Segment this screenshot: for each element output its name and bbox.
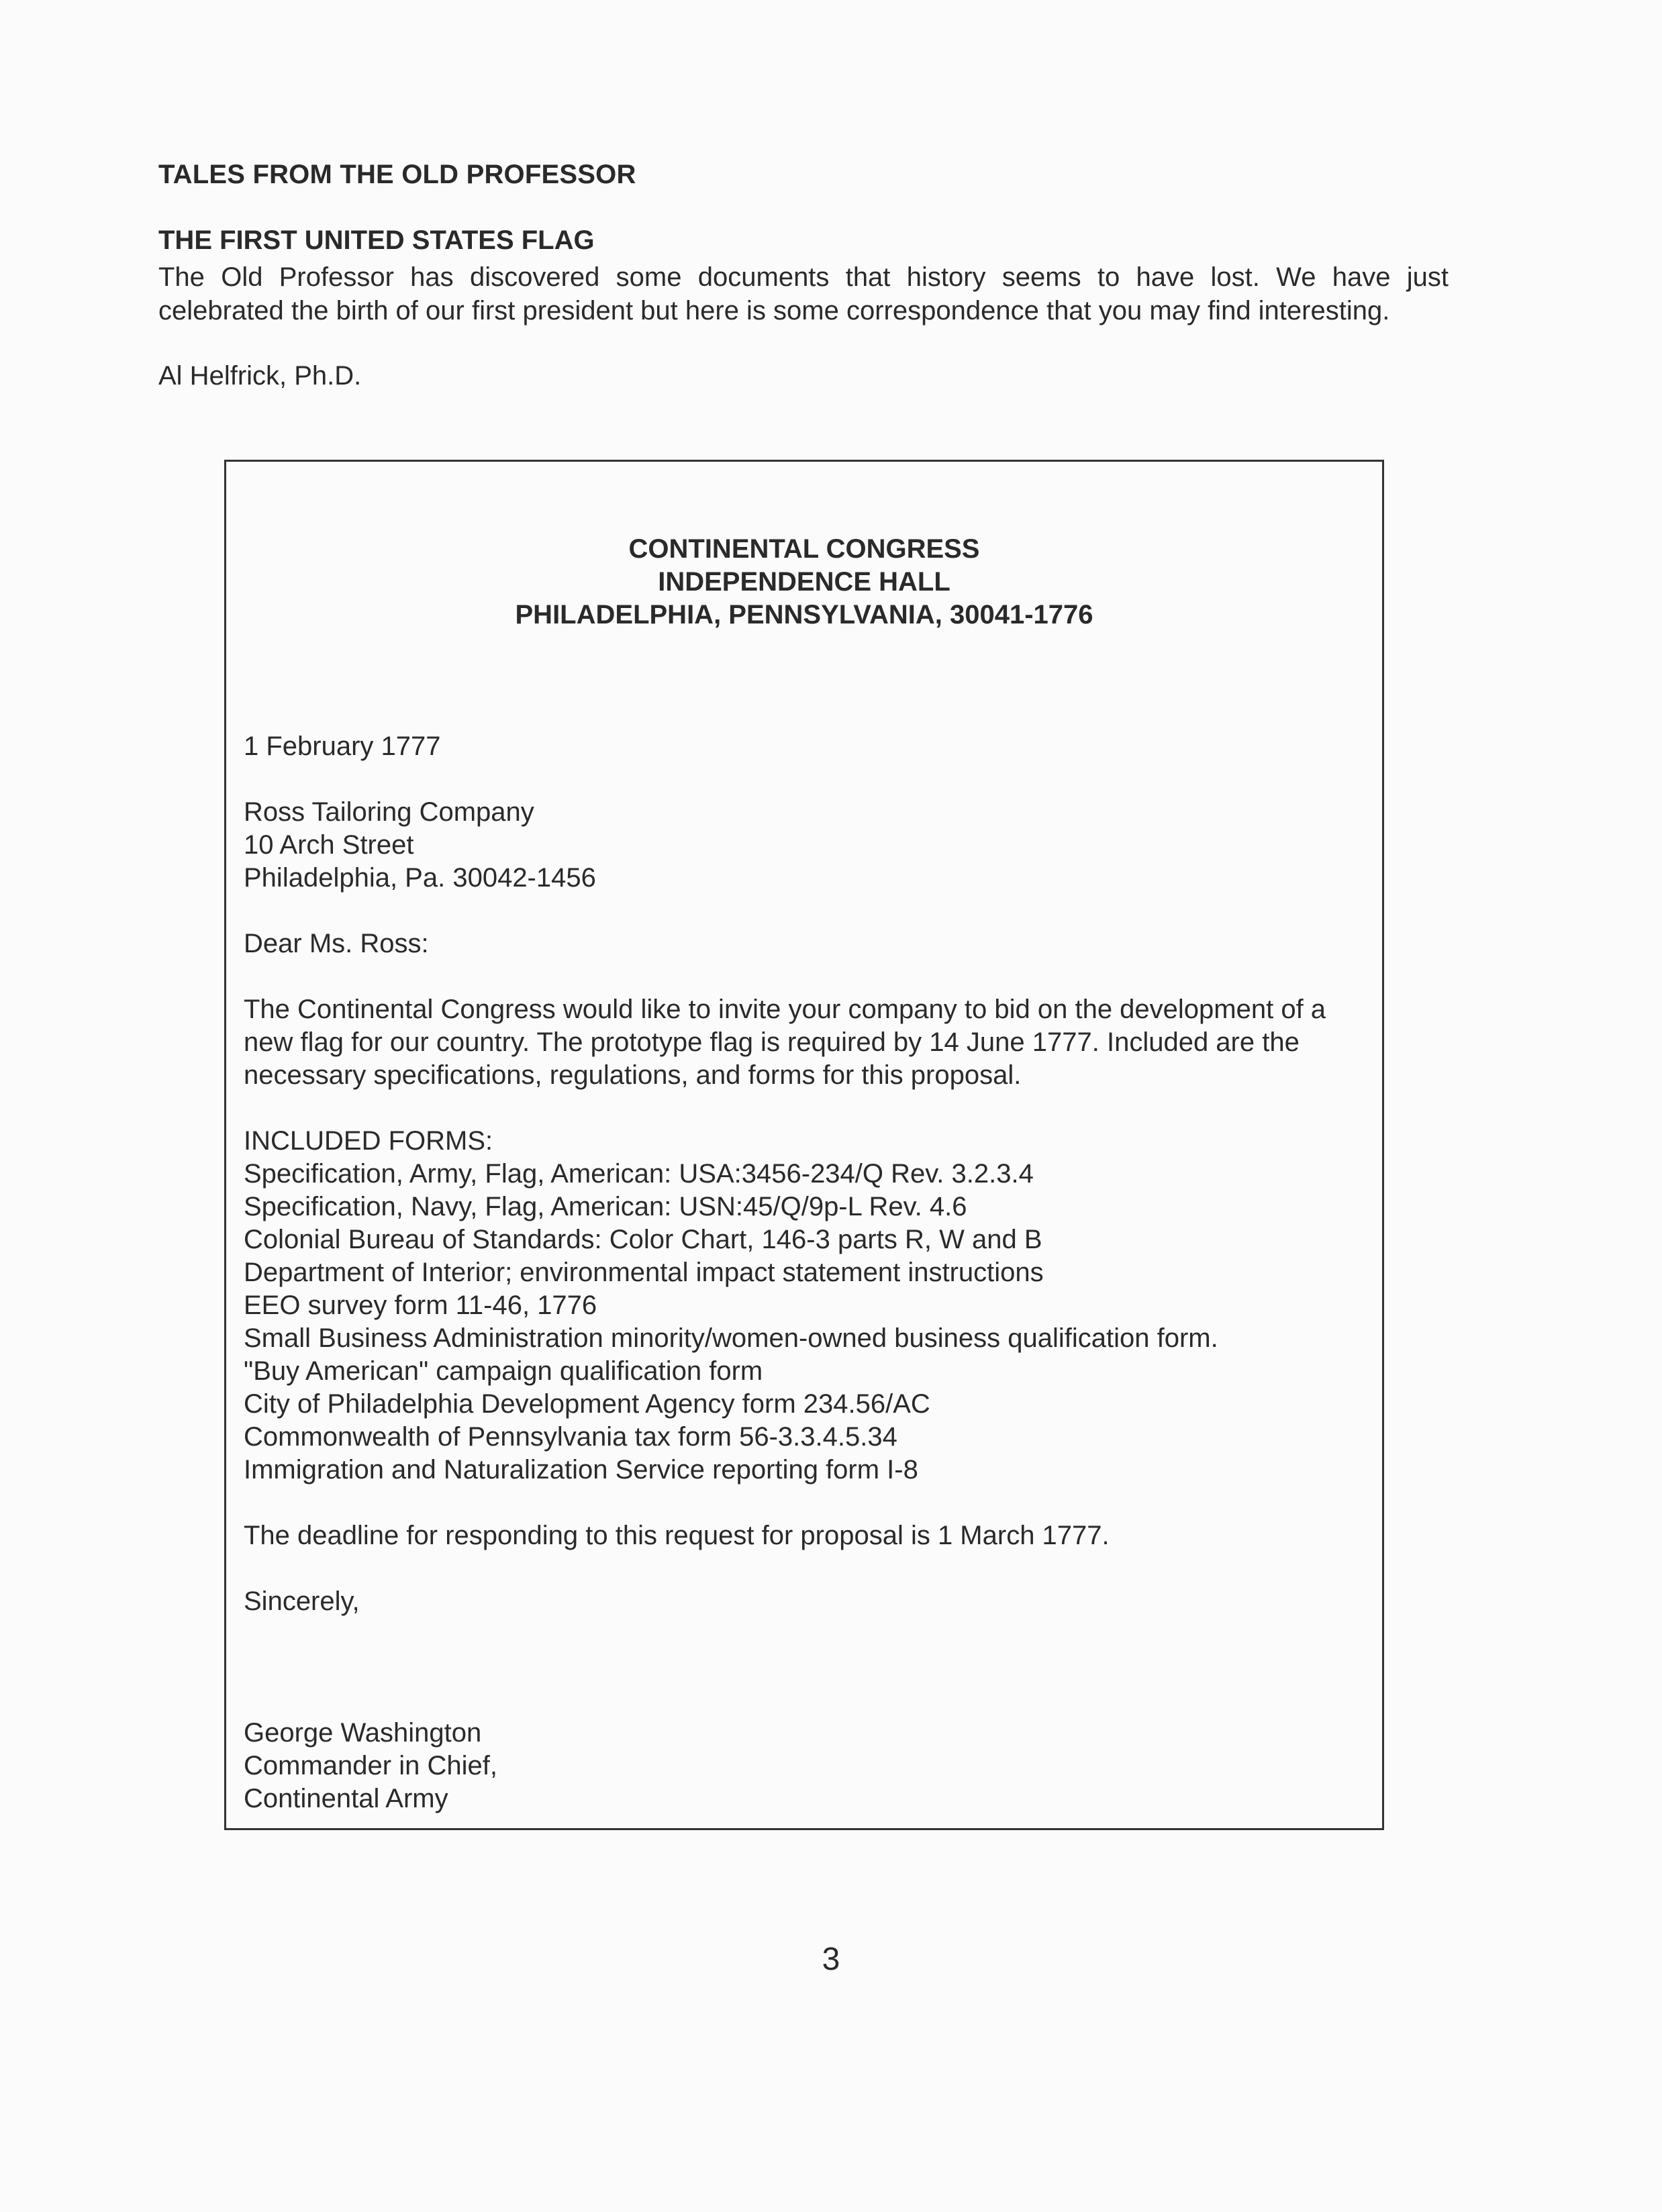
intro-paragraph: The Old Professor has discovered some documents that history seems to have lost. We have just celebrated the birth of our first president but here is some correspondence that you may find interesting. (158, 262, 1449, 325)
included-forms-list (244, 1125, 1371, 1487)
form-item: Department of Interior; environmental impact statement instructions (244, 1258, 1044, 1287)
form-item: Commonwealth of Pennsylvania tax form 56-3.3.4.5.34 (244, 1422, 897, 1452)
signature-block (244, 1717, 1371, 1815)
form-item: Specification, Navy, Flag, American: USN:45/Q/9p-L Rev. 4.6 (244, 1192, 967, 1221)
article-title: THE FIRST UNITED STATES FLAG (158, 225, 595, 255)
letter-date: 1 February 1777 (244, 732, 441, 761)
letterhead-line-organization: CONTINENTAL CONGRESS (628, 534, 980, 564)
letterhead-line-city: PHILADELPHIA, PENNSYLVANIA, 30041-1776 (515, 600, 1093, 630)
recipient-address (244, 796, 1371, 895)
form-item: Small Business Administration minority/women-owned business qualification form. (244, 1323, 1218, 1353)
letter-frame (224, 460, 1384, 1830)
form-item: Specification, Army, Flag, American: USA:3456-234/Q Rev. 3.2.3.4 (244, 1159, 1034, 1189)
deadline-sentence: The deadline for responding to this request for proposal is 1 March 1777. (244, 1521, 1110, 1550)
signature-name: George Washington (244, 1718, 482, 1748)
letter-paragraph: The Continental Congress would like to invite your company to bid on the development of a new flag for our country. The prototype flag is required by 14 June 1777. Included are the necessary specifications, regulations, and forms for this proposal. (244, 995, 1326, 1090)
letter-body (244, 730, 1371, 1848)
salutation: Dear Ms. Ross: (244, 929, 429, 958)
form-item: City of Philadelphia Development Agency form 234.56/AC (244, 1389, 930, 1419)
form-item: EEO survey form 11-46, 1776 (244, 1291, 597, 1320)
address-line: 10 Arch Street (244, 830, 414, 860)
address-line: Philadelphia, Pa. 30042-1456 (244, 863, 596, 893)
article-series-title: TALES FROM THE OLD PROFESSOR (158, 160, 636, 189)
address-line: Ross Tailoring Company (244, 797, 534, 827)
page-number: 3 (822, 1942, 840, 1977)
signature-title: Commander in Chief, (244, 1751, 497, 1780)
letterhead (226, 533, 1382, 632)
author-byline: Al Helfrick, Ph.D. (158, 361, 362, 391)
form-item: Colonial Bureau of Standards: Color Chart, 146-3 parts R, W and B (244, 1225, 1042, 1254)
letterhead-line-building: INDEPENDENCE HALL (658, 567, 950, 597)
form-item: "Buy American" campaign qualification form (244, 1356, 763, 1386)
closing: Sincerely, (244, 1587, 360, 1616)
signature-organization: Continental Army (244, 1784, 448, 1813)
forms-heading: INCLUDED FORMS: (244, 1126, 493, 1156)
form-item: Immigration and Naturalization Service reporting form I-8 (244, 1455, 918, 1485)
signature-space (244, 1651, 1371, 1717)
